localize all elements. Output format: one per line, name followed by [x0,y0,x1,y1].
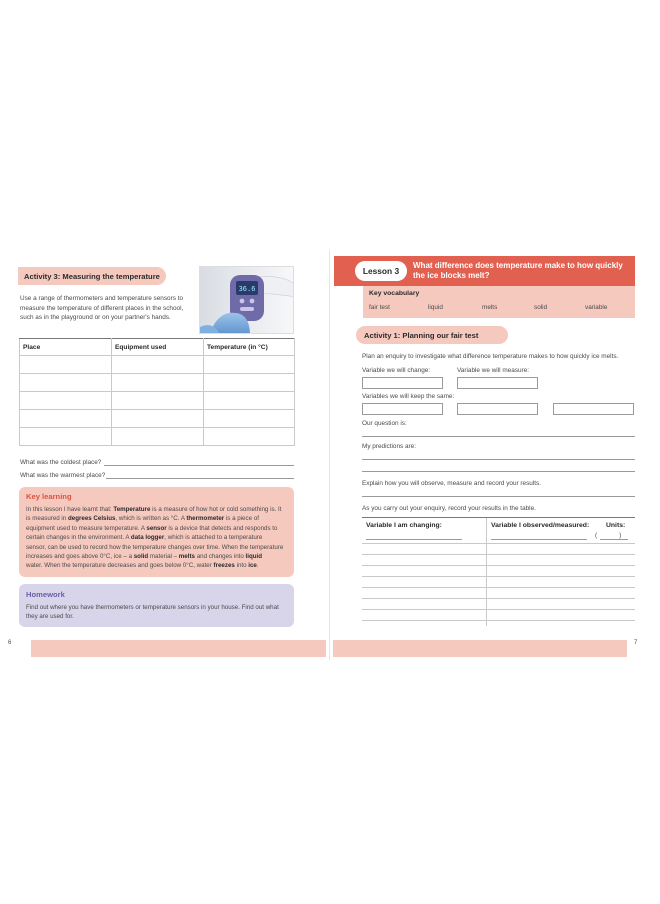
lesson-question [413,261,633,281]
thermometer-photo [199,266,294,334]
key-learning-segment: is measured in [26,515,68,523]
label-variable-change: Variable we will change: [362,367,431,374]
key-learning-segment: increases and goes above 0°C, ice – a [26,553,134,561]
table-cell[interactable] [204,410,295,428]
thermometer-reading: 36.6 [238,285,256,293]
key-term: liquid [245,553,263,561]
homework-line-1: Find out where you have thermometers or temperature sensors in your house. Find out what [26,604,279,611]
footer-bar-right [333,640,627,657]
col-place: Place [20,339,112,356]
key-learning-segment: is a piece of [224,515,259,523]
col-temperature: Temperature (in °C) [204,339,295,356]
key-learning-segment: is a measure of how hot or cold something is. It [150,506,282,513]
homework-text [26,603,292,622]
table-row [20,428,295,446]
key-term: melts [178,553,195,561]
lesson-label: Lesson 3 [362,266,400,276]
predictions-line-2[interactable] [362,471,635,472]
homework-box [19,584,294,627]
units-blank[interactable]: ( ) [595,532,622,539]
page-gutter [329,250,330,660]
table-cell[interactable] [20,392,112,410]
key-learning-segment: , which is written as °C. A [115,515,187,523]
results-header-observed: Variable I observed/measured: [491,522,590,529]
key-term: ice [248,562,257,570]
variable-same-input-1[interactable] [362,403,443,415]
key-term: freezes [213,562,235,570]
question-warmest: What was the warmest place? [20,472,106,479]
table-cell[interactable] [112,428,204,446]
key-term: data logger [130,534,165,542]
measurement-table [19,338,295,446]
table-row [20,374,295,392]
lesson-question-line-1: What difference does temperature make to how quickly [413,261,623,270]
variable-measure-input[interactable] [457,377,538,389]
key-learning-box [19,487,294,577]
intro-line-1: Use a range of thermometers and temperature sensors to [20,295,184,302]
table-row [20,410,295,428]
question-answer-line[interactable] [362,436,635,437]
label-variables-same: Variables we will keep the same: [362,393,455,400]
page-number-right: 7 [634,640,638,646]
key-term: Temperature [113,506,151,513]
table-cell[interactable] [20,428,112,446]
lesson-question-line-2: the ice blocks melt? [413,271,490,280]
explain-line[interactable] [362,496,635,497]
label-explain: Explain how you will observe, measure and record your results. [362,480,542,487]
key-learning-segment: material – [148,553,179,561]
answer-line-coldest[interactable] [104,465,294,466]
table-cell[interactable] [20,356,112,374]
variable-same-input-3[interactable] [553,403,634,415]
table-row [20,392,295,410]
key-learning-text [26,505,292,571]
key-term: solid [133,553,149,561]
activity-1-title-text: Activity 1: Planning our fair test [364,330,479,340]
key-learning-segment: is a device that detects and responds to [166,524,278,532]
homework-line-2: they are used for. [26,613,74,621]
results-table [362,517,635,625]
key-term: thermometer [186,515,225,523]
table-cell[interactable] [204,374,295,392]
observed-blank-line[interactable] [491,539,587,540]
results-header-changing: Variable I am changing: [366,522,442,529]
table-cell[interactable] [204,356,295,374]
answer-line-warmest[interactable] [106,478,294,479]
table-cell[interactable] [204,392,295,410]
table-row [20,356,295,374]
key-vocabulary-title: Key vocabulary [369,290,420,297]
key-learning-title: Key learning [26,492,72,501]
key-learning-segment: equipment used to measure temperature. A [26,524,147,532]
table-cell[interactable] [112,392,204,410]
table-cell[interactable] [20,374,112,392]
col-equipment: Equipment used [112,339,204,356]
lesson-badge [355,261,407,281]
variable-change-input[interactable] [362,377,443,389]
key-vocabulary-box [363,286,635,318]
key-learning-segment: water. When the temperature decreases and goes below 0°C, water [26,562,214,570]
thermometer-illustration [200,267,294,334]
key-learning-segment: into [234,562,249,570]
activity-3-intro [20,294,195,323]
activity-1-title [356,326,508,344]
vocab-liquid: liquid [428,304,443,311]
units-blank-line [600,539,628,540]
table-cell[interactable] [112,374,204,392]
intro-line-3: such as in the playground or on your partner's hands. [20,314,171,322]
table-header-row [20,339,295,356]
footer-bar-left [31,640,326,657]
vocab-solid: solid [534,304,548,311]
key-learning-segment: certain changes in the environment. A [26,534,131,542]
activity-3-title-text: Activity 3: Measuring the temperature [24,271,160,281]
changing-blank-line[interactable] [366,539,462,540]
predictions-line-1[interactable] [362,459,635,460]
key-learning-segment: . [256,562,259,570]
label-our-question: Our question is: [362,420,407,427]
page-number-left: 6 [8,640,12,646]
key-learning-segment: sensor, can be used to record how the temperature changes over time. When the temperature [26,543,284,551]
label-predictions: My predictions are: [362,443,416,450]
key-term: degrees Celsius [67,515,116,523]
plan-instruction: Plan an enquiry to investigate what difference temperature makes to how quickly ice melts. [362,353,619,360]
label-variable-measure: Variable we will measure: [457,367,529,374]
vocab-melts: melts [482,304,498,311]
intro-line-2: measure the temperature of different places in the school, [20,304,184,312]
vocab-fair-test: fair test [369,304,390,311]
table-cell[interactable] [112,356,204,374]
results-header-units: Units: [606,522,626,529]
key-term: sensor [146,524,167,532]
vocab-variable: variable [585,304,608,311]
table-cell[interactable] [20,410,112,428]
key-learning-segment: , which is attached to a temperature [164,534,263,542]
label-record-results: As you carry out your enquiry, record your results in the table. [362,505,536,512]
table-cell[interactable] [204,428,295,446]
key-learning-segment: and changes into [194,553,246,561]
variable-same-input-2[interactable] [457,403,538,415]
question-coldest: What was the coldest place? [20,459,102,466]
homework-title: Homework [26,590,65,599]
activity-3-title [18,267,166,285]
table-cell[interactable] [112,410,204,428]
key-learning-segment: In this lesson I have learnt that: [26,506,114,513]
